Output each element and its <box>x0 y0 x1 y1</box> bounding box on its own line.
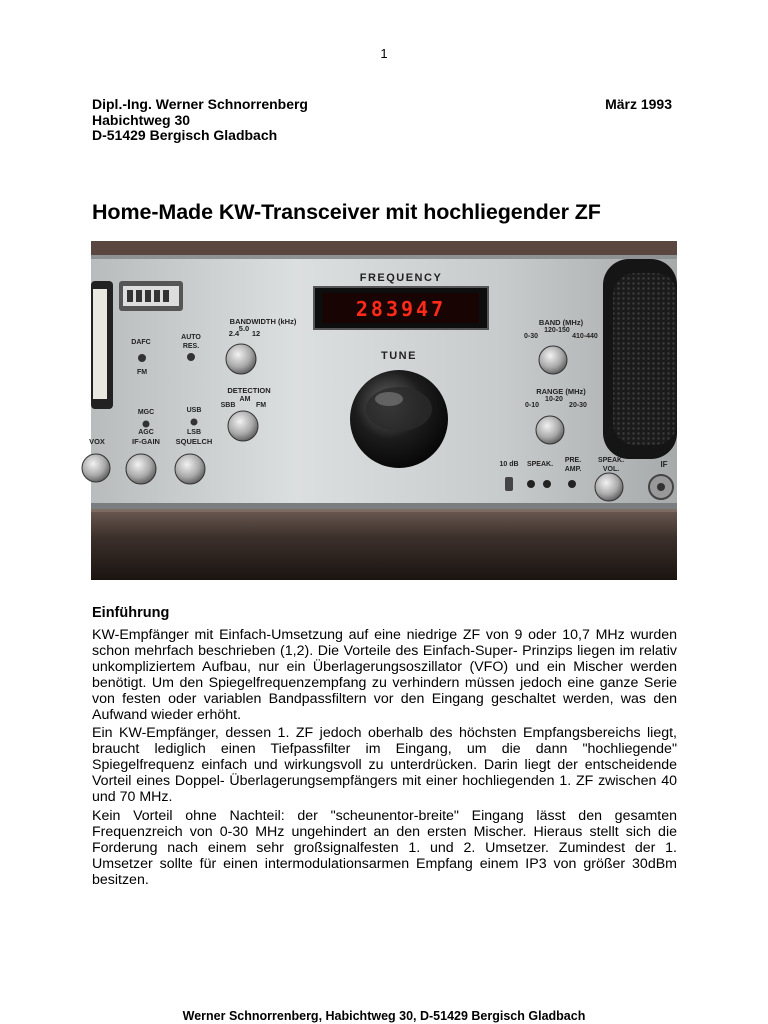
fm-label: FM <box>136 369 148 376</box>
dafc-switch <box>138 354 146 362</box>
band-value-2: 120-150 <box>544 327 570 334</box>
bandwidth-value-2: 5.0 <box>238 324 250 333</box>
vox-knob <box>82 454 110 482</box>
range-knob <box>536 416 564 444</box>
frequency-label: FREQUENCY <box>359 272 443 284</box>
frequency-display: 283947 <box>355 297 447 321</box>
author-address <box>92 97 672 144</box>
if-gain-knob <box>126 454 156 484</box>
auto-res-label-2: RES. <box>182 343 200 350</box>
auto-res-label-1: AUTO <box>181 334 201 341</box>
author-city: D-51429 Bergisch Gladbach <box>92 127 278 143</box>
bandwidth-knob <box>226 344 256 374</box>
detection-value-3: FM <box>255 402 267 409</box>
squelch-label: SQUELCH <box>175 437 213 446</box>
usb-label: USB <box>186 407 202 414</box>
paragraph: Kein Vorteil ohne Nachteil: der "scheunentor-breite" Eingang lässt den gesamten Frequenzreich von 0-30 MHz ungehindert an den ersten Mischer. Hieraus stellt sich die Forderung nach einem sehr großsignalfesten 1. und 2. Umsetzer. Zumindest der 1. Umsetzer sollte für einen intermodulationsarmen Empfang einem IP3 von größer 30dBm besitzen. <box>92 807 677 888</box>
bandwidth-value-3: 12 <box>251 329 261 338</box>
range-value-3: 20-30 <box>569 402 587 409</box>
band-label: BAND (MHz) <box>538 318 584 327</box>
mgc-switch <box>143 421 150 428</box>
if-gain-label: IF-GAIN <box>132 437 160 446</box>
detection-knob <box>228 411 258 441</box>
bandwidth-label: BANDWIDTH (kHz) <box>229 317 297 326</box>
auto-res-switch <box>187 353 195 361</box>
speak-label: SPEAK. <box>526 461 554 468</box>
bandwidth-value-1: 2.4 <box>228 329 240 338</box>
tune-label: TUNE <box>381 350 417 362</box>
agc-label: AGC <box>138 429 154 436</box>
vox-label: VOX <box>89 437 105 446</box>
speak-vol-label-1: SPEAK. <box>597 457 625 464</box>
if-label: IF <box>660 460 668 469</box>
transceiver-photo <box>91 241 677 580</box>
speak-vol-label-2: VOL. <box>602 466 620 473</box>
section-heading: Einführung <box>92 605 170 621</box>
range-label: RANGE (MHz) <box>536 387 586 396</box>
speak-jack <box>527 480 535 488</box>
range-value-2: 10-20 <box>545 396 563 403</box>
detection-value-1: SBB <box>220 402 236 409</box>
band-value-1: 0-30 <box>523 333 539 340</box>
page-footer: Werner Schnorrenberg, Habichtweg 30, D-51429 Bergisch Gladbach <box>182 1009 586 1023</box>
mgc-label: MGC <box>137 409 155 416</box>
band-value-3: 410-440 <box>572 333 598 340</box>
detection-label: DETECTION <box>227 386 271 395</box>
body-text <box>92 628 677 892</box>
paragraph: KW-Empfänger mit Einfach-Umsetzung auf eine niedrige ZF von 9 oder 10,7 MHz wurden schon mehrfach beschrieben (1,2). Die Vorteile des Einfach-Super- Prinzips liegen im relativ unkompliziertem Aufbau, nur ein Überlagerungsoszillator (VFO) und ein Mischer werden benötigt. Um den Spiegelfrequenzempfang zu verhindern müssen jedoch eine ganze Serie von festen oder variablen Bandpassfiltern vor den Eingang geschaltet werden, was den Aufwand wieder erhöht. <box>92 627 677 723</box>
range-value-1: 0-10 <box>524 402 540 409</box>
usb-switch <box>191 419 198 426</box>
pre-amp-label-2: AMP. <box>564 466 582 473</box>
band-knob <box>539 346 567 374</box>
db-label: 10 dB <box>499 461 519 468</box>
detection-value-2: AM <box>239 396 251 403</box>
document-header <box>92 97 672 144</box>
author-street: Habichtweg 30 <box>92 111 191 128</box>
squelch-knob <box>175 454 205 484</box>
pre-amp-label-1: PRE. <box>564 457 582 464</box>
page-number: 1 <box>380 46 388 61</box>
db-switch <box>505 477 513 491</box>
paragraph: Ein KW-Empfänger, dessen 1. ZF jedoch oberhalb des höchsten Empfangsbereichs liegt, braucht lediglich einen Tiefpassfilter im Eingang, um die dann "hochliegende" Spiegelfrequenz einfach und wirkungsvoll zu unterdrücken. Darin liegt der entscheidende Vorteil eines Doppel- Überlagerungsempfängers mit einer hochliegenden 1. ZF zwischen 40 und 70 MHz. <box>92 725 677 806</box>
dafc-label: DAFC <box>131 339 151 346</box>
pre-amp-switch <box>568 480 576 488</box>
author-name: Dipl.-Ing. Werner Schnorrenberg <box>92 96 308 112</box>
lsb-label: LSB <box>187 429 201 436</box>
document-title: Home-Made KW-Transceiver mit hochliegender ZF <box>92 200 601 224</box>
document-date: März 1993 <box>605 96 672 112</box>
speak-vol-knob <box>595 473 623 501</box>
